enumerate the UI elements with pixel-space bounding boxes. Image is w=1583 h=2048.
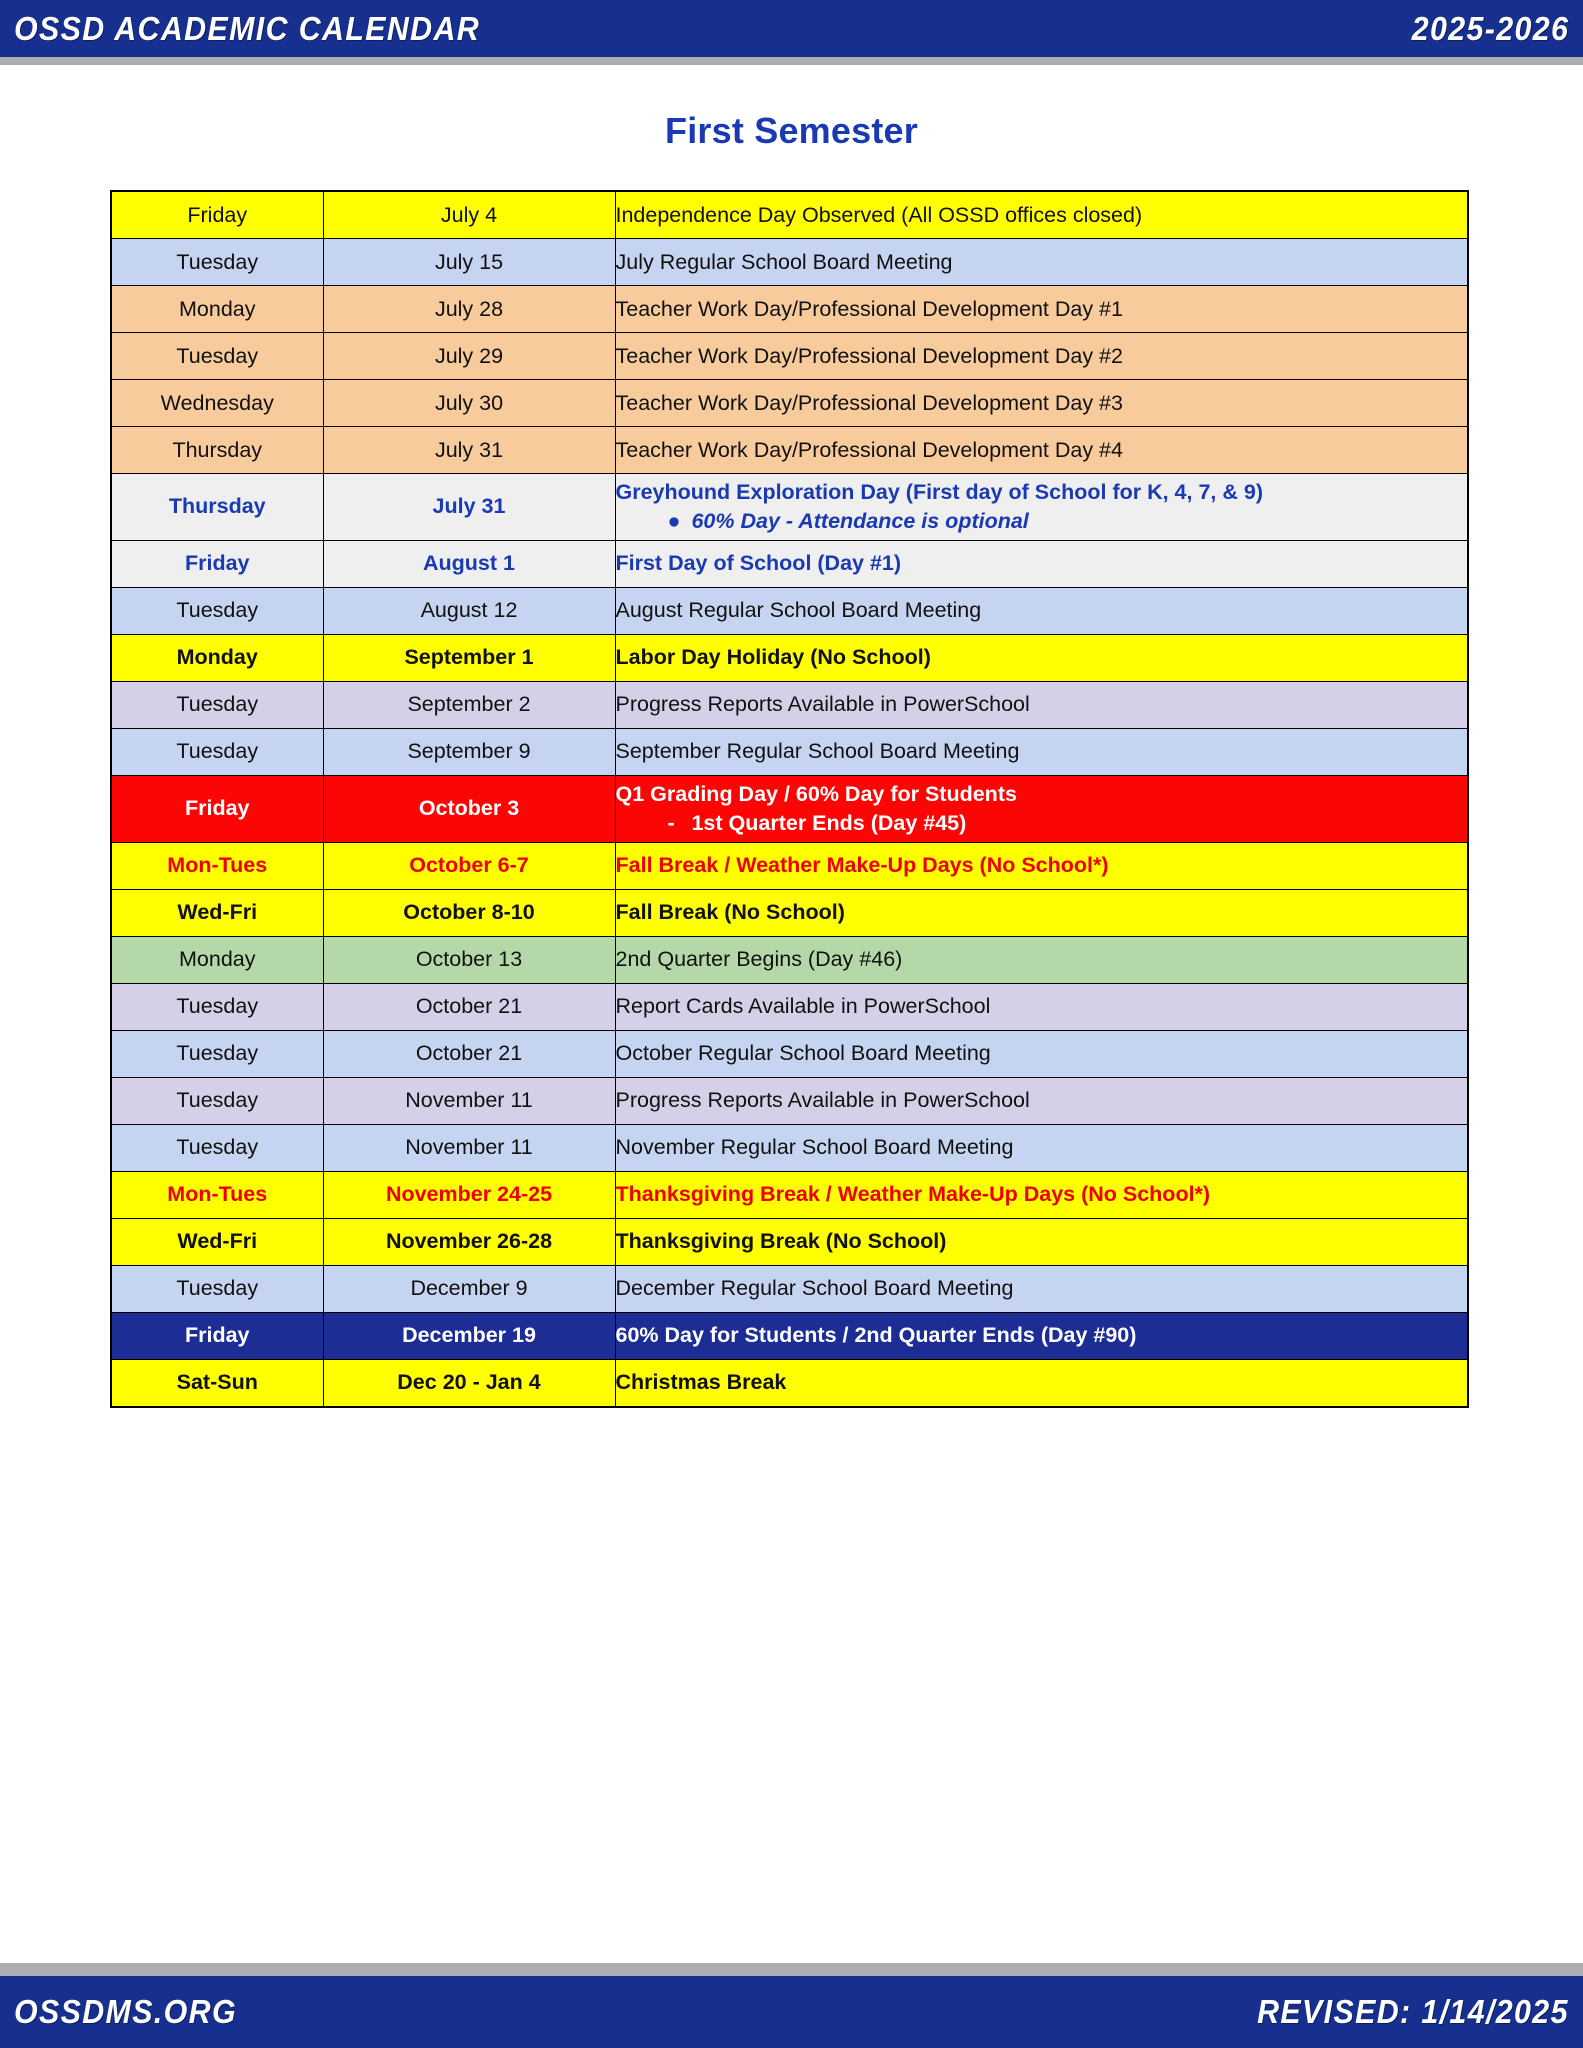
calendar-row [111, 1312, 1468, 1359]
calendar-cell-event [615, 889, 1468, 936]
calendar-cell-day: Thursday [111, 474, 323, 541]
calendar-cell-day: Friday [111, 775, 323, 842]
calendar-cell-date: July 31 [323, 474, 615, 541]
event-main-text: Greyhound Exploration Day (First day of School for K, 4, 7, & 9) [615, 480, 1263, 504]
calendar-cell-day: Friday [111, 191, 323, 239]
event-main-text: Report Cards Available in PowerSchool [615, 994, 991, 1019]
calendar-cell-day: Thursday [111, 427, 323, 474]
calendar-cell-date: October 21 [323, 983, 615, 1030]
calendar-cell-event [615, 1218, 1468, 1265]
page-title: First Semester [665, 110, 918, 151]
event-main-text: 60% Day for Students / 2nd Quarter Ends (Day #90) [615, 1323, 1137, 1348]
calendar-cell-day: Tuesday [111, 681, 323, 728]
calendar-cell-day: Tuesday [111, 587, 323, 634]
app-banner [0, 0, 1583, 57]
calendar-cell-day: Tuesday [111, 983, 323, 1030]
calendar-cell-date: October 6-7 [323, 842, 615, 889]
calendar-cell-date: November 24-25 [323, 1171, 615, 1218]
calendar-table-body [111, 191, 1468, 1407]
calendar-row [111, 1359, 1468, 1407]
event-main-text: July Regular School Board Meeting [615, 249, 953, 274]
event-main-text: 2nd Quarter Begins (Day #46) [615, 947, 903, 972]
event-main-text: Thanksgiving Break (No School) [615, 1229, 947, 1254]
calendar-cell-date: August 1 [323, 540, 615, 587]
calendar-cell-event [615, 540, 1468, 587]
calendar-cell-event [615, 427, 1468, 474]
calendar-row [111, 587, 1468, 634]
calendar-cell-day: Wednesday [111, 380, 323, 427]
calendar-cell-day: Monday [111, 936, 323, 983]
calendar-cell-day: Tuesday [111, 239, 323, 286]
event-main-text: December Regular School Board Meeting [615, 1276, 1014, 1301]
calendar-cell-event [615, 842, 1468, 889]
footer-website: OSSDMS.ORG [14, 1993, 237, 2030]
event-main-text: Teacher Work Day/Professional Development Day #4 [615, 437, 1123, 462]
calendar-cell-day: Monday [111, 634, 323, 681]
event-main-text: Labor Day Holiday (No School) [615, 645, 931, 670]
calendar-cell-day: Mon-Tues [111, 842, 323, 889]
calendar-cell-event [615, 1077, 1468, 1124]
event-main-text: Progress Reports Available in PowerSchool [615, 692, 1030, 717]
calendar-cell-event [615, 983, 1468, 1030]
calendar-cell-event [615, 1030, 1468, 1077]
calendar-cell-day: Tuesday [111, 333, 323, 380]
bullet-icon: ● [667, 508, 681, 533]
calendar-cell-date: July 31 [323, 427, 615, 474]
calendar-cell-event [615, 681, 1468, 728]
calendar-row [111, 775, 1468, 842]
calendar-cell-event [615, 1124, 1468, 1171]
calendar-cell-date: Dec 20 - Jan 4 [323, 1359, 615, 1407]
calendar-cell-date: September 1 [323, 634, 615, 681]
calendar-cell-date: December 19 [323, 1312, 615, 1359]
calendar-cell-date: October 8-10 [323, 889, 615, 936]
calendar-table [110, 190, 1469, 1408]
calendar-cell-event [615, 1171, 1468, 1218]
calendar-cell-event [615, 1312, 1468, 1359]
calendar-cell-date: December 9 [323, 1265, 615, 1312]
calendar-cell-day: Tuesday [111, 1030, 323, 1077]
calendar-row [111, 983, 1468, 1030]
calendar-cell-event [615, 286, 1468, 333]
event-main-text: Independence Day Observed (All OSSD offices closed) [615, 202, 1143, 227]
calendar-row [111, 1265, 1468, 1312]
calendar-row [111, 1077, 1468, 1124]
calendar-row [111, 681, 1468, 728]
calendar-row [111, 191, 1468, 239]
event-main-text: Teacher Work Day/Professional Development Day #1 [615, 296, 1123, 321]
calendar-cell-event [615, 1265, 1468, 1312]
calendar-cell-date: July 15 [323, 239, 615, 286]
event-main-text: September Regular School Board Meeting [615, 739, 1020, 764]
calendar-row [111, 427, 1468, 474]
event-sub-text: - 1st Quarter Ends (Day #45) [667, 810, 967, 835]
calendar-cell-event [615, 333, 1468, 380]
event-main-text: First Day of School (Day #1) [615, 551, 902, 576]
calendar-cell-date: November 26-28 [323, 1218, 615, 1265]
calendar-row [111, 239, 1468, 286]
calendar-cell-event [615, 474, 1468, 541]
calendar-cell-date: July 30 [323, 380, 615, 427]
calendar-cell-event [615, 587, 1468, 634]
footer-revised-date: REVISED: 1/14/2025 [1257, 1993, 1569, 2030]
calendar-row [111, 1030, 1468, 1077]
calendar-cell-event [615, 191, 1468, 239]
event-main-text: Thanksgiving Break / Weather Make-Up Days (No School*) [615, 1182, 1211, 1207]
event-main-text: Q1 Grading Day / 60% Day for Students [615, 781, 1017, 806]
calendar-cell-event [615, 380, 1468, 427]
calendar-cell-date: August 12 [323, 587, 615, 634]
footer-shadow-divider [0, 1963, 1583, 1976]
calendar-row [111, 380, 1468, 427]
banner-shadow-divider [0, 57, 1583, 65]
calendar-cell-date: November 11 [323, 1077, 615, 1124]
dash-icon: - [667, 810, 675, 835]
calendar-row [111, 728, 1468, 775]
calendar-cell-date: October 3 [323, 775, 615, 842]
calendar-cell-day: Tuesday [111, 1077, 323, 1124]
calendar-cell-event [615, 239, 1468, 286]
app-footer [0, 1976, 1583, 2048]
calendar-row [111, 889, 1468, 936]
calendar-cell-day: Wed-Fri [111, 1218, 323, 1265]
banner-title: OSSD ACADEMIC CALENDAR [14, 9, 481, 47]
event-main-text: Fall Break / Weather Make-Up Days (No School*) [615, 853, 1109, 878]
calendar-cell-day: Wed-Fri [111, 889, 323, 936]
event-main-text: Christmas Break [615, 1370, 787, 1395]
calendar-row [111, 333, 1468, 380]
calendar-row [111, 634, 1468, 681]
calendar-row [111, 1171, 1468, 1218]
calendar-cell-event [615, 775, 1468, 842]
calendar-row [111, 540, 1468, 587]
calendar-cell-event [615, 936, 1468, 983]
calendar-row [111, 936, 1468, 983]
calendar-cell-day: Tuesday [111, 1265, 323, 1312]
event-main-text: October Regular School Board Meeting [615, 1041, 991, 1066]
event-main-text: Progress Reports Available in PowerSchool [615, 1088, 1030, 1113]
calendar-cell-day: Tuesday [111, 728, 323, 775]
calendar-cell-date: September 2 [323, 681, 615, 728]
calendar-table-container [110, 190, 1467, 1408]
calendar-cell-day: Friday [111, 540, 323, 587]
calendar-row [111, 474, 1468, 541]
event-main-text: Fall Break (No School) [615, 900, 845, 925]
event-main-text: Teacher Work Day/Professional Development Day #3 [615, 390, 1123, 415]
calendar-cell-date: July 29 [323, 333, 615, 380]
calendar-row [111, 1124, 1468, 1171]
calendar-cell-event [615, 1359, 1468, 1407]
calendar-cell-date: November 11 [323, 1124, 615, 1171]
event-sub-text: ● 60% Day - Attendance is optional [667, 508, 1029, 533]
calendar-row [111, 286, 1468, 333]
calendar-cell-date: July 28 [323, 286, 615, 333]
calendar-cell-date: October 21 [323, 1030, 615, 1077]
calendar-cell-day: Mon-Tues [111, 1171, 323, 1218]
event-main-text: November Regular School Board Meeting [615, 1135, 1014, 1160]
calendar-cell-day: Monday [111, 286, 323, 333]
calendar-cell-date: July 4 [323, 191, 615, 239]
calendar-cell-date: October 13 [323, 936, 615, 983]
calendar-cell-day: Friday [111, 1312, 323, 1359]
calendar-cell-event [615, 728, 1468, 775]
event-main-text: Teacher Work Day/Professional Development Day #2 [615, 343, 1123, 368]
calendar-cell-day: Tuesday [111, 1124, 323, 1171]
calendar-cell-event [615, 634, 1468, 681]
banner-school-year: 2025-2026 [1411, 9, 1569, 47]
event-main-text: August Regular School Board Meeting [615, 598, 982, 623]
calendar-cell-date: September 9 [323, 728, 615, 775]
calendar-row [111, 842, 1468, 889]
calendar-cell-day: Sat-Sun [111, 1359, 323, 1407]
calendar-row [111, 1218, 1468, 1265]
